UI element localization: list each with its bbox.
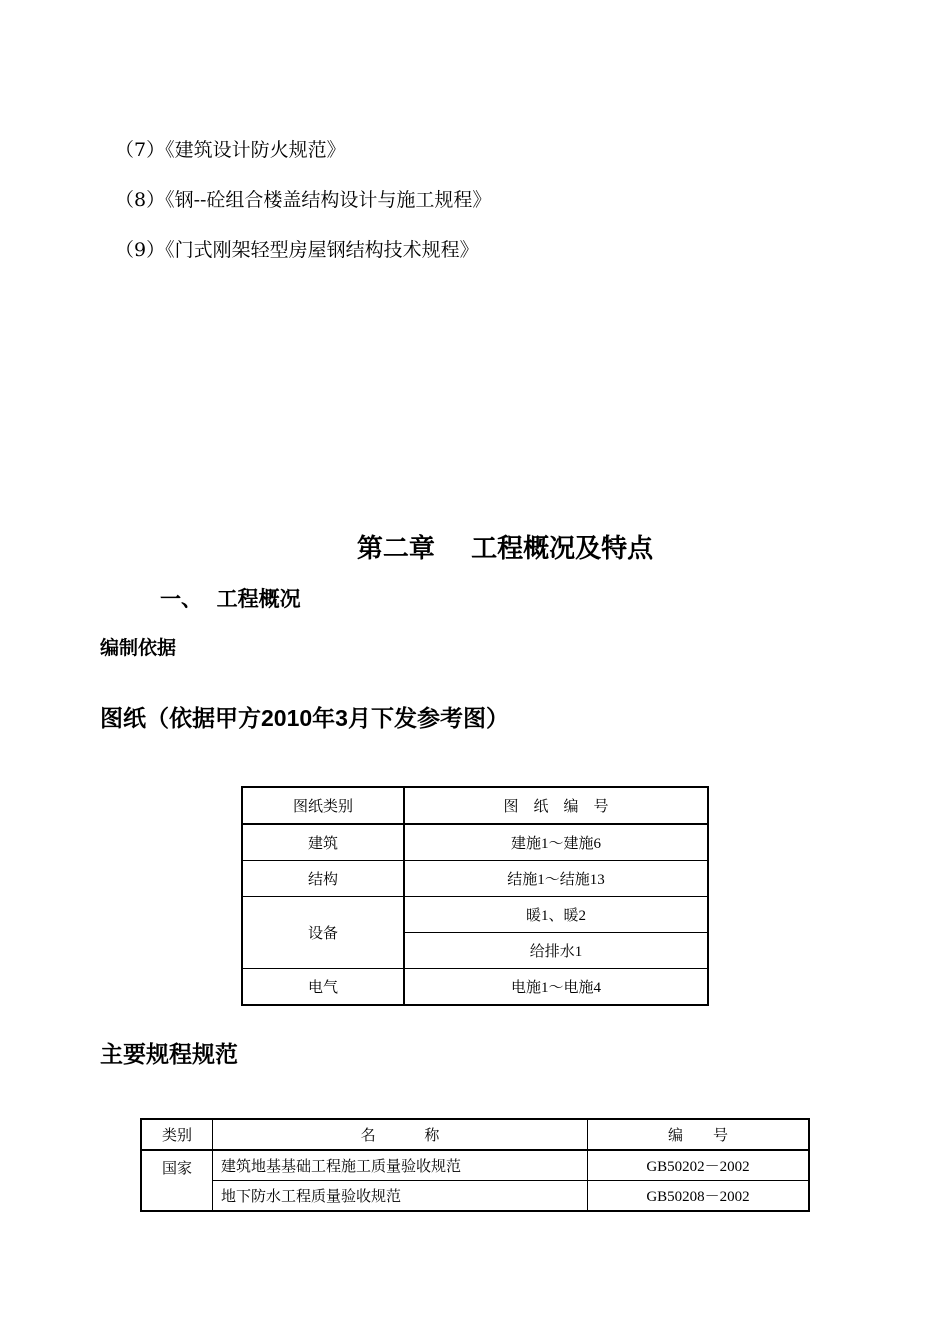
row-category: 电气 [242, 969, 404, 1006]
row-code: GB50208－2002 [588, 1181, 810, 1212]
reference-item-7: （7）《建筑设计防火规范》 [115, 139, 346, 161]
row-numbers: 电施1～电施4 [404, 969, 708, 1006]
table-header-row [242, 787, 708, 824]
row-category: 设备 [242, 897, 404, 969]
basis-label: 编制依据 [100, 638, 177, 659]
header-category: 类别 [141, 1119, 213, 1150]
section-title: 一、 工程概况 [160, 586, 301, 611]
row-category: 国家 [141, 1150, 213, 1211]
row-numbers: 建施1～建施6 [404, 824, 708, 861]
drawings-table [241, 786, 709, 1006]
table-row [141, 1181, 809, 1212]
table-header-row [141, 1119, 809, 1150]
reference-item-8: （8）《钢--砼组合楼盖结构设计与施工规程》 [115, 189, 492, 211]
row-category: 结构 [242, 861, 404, 897]
row-numbers: 给排水1 [404, 933, 708, 969]
row-category: 建筑 [242, 824, 404, 861]
table-row [242, 969, 708, 1006]
header-name: 名 称 [213, 1119, 588, 1150]
table-row [242, 897, 708, 933]
drawings-heading: 图纸（依据甲方2010年3月下发参考图） [100, 705, 509, 731]
header-category: 图纸类别 [242, 787, 404, 824]
codes-heading: 主要规程规范 [100, 1041, 238, 1067]
chapter-title: 第二章 工程概况及特点 [356, 534, 654, 564]
reference-item-9: （9）《门式刚架轻型房屋钢结构技术规程》 [115, 239, 479, 261]
table-row [141, 1150, 809, 1181]
table-row [242, 824, 708, 861]
row-code: GB50202－2002 [588, 1150, 810, 1181]
row-name: 建筑地基基础工程施工质量验收规范 [213, 1150, 588, 1181]
codes-table [140, 1118, 810, 1212]
header-numbers: 图 纸 编 号 [404, 787, 708, 824]
header-code: 编 号 [588, 1119, 810, 1150]
table-row [242, 861, 708, 897]
row-numbers: 暖1、暖2 [404, 897, 708, 933]
row-numbers: 结施1～结施13 [404, 861, 708, 897]
row-name: 地下防水工程质量验收规范 [213, 1181, 588, 1212]
